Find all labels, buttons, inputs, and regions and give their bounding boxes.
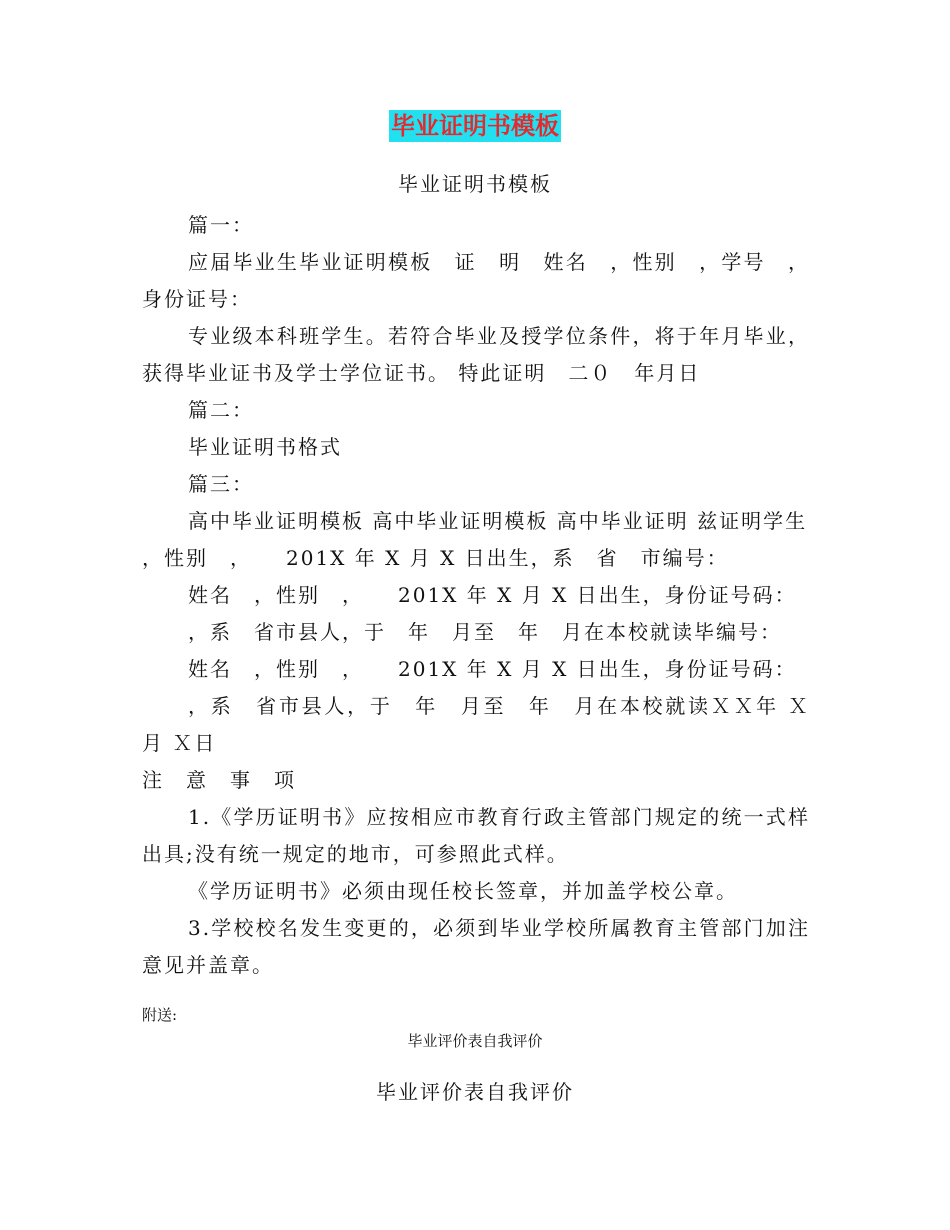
document-title-text: 毕业证明书模板 bbox=[391, 112, 559, 140]
section-label-part-two: 篇二： bbox=[188, 398, 254, 422]
paragraph-degree-statement: 专业级本科班学生。若符合毕业及授学位条件，将于年月毕业，获得毕业证书及学士学位证书。 特此证明 二０ 年月日 bbox=[142, 324, 810, 385]
document-subtitle: 毕业证明书模板 bbox=[398, 172, 552, 196]
appendix-heading-small: 毕业评价表自我评价 bbox=[407, 1032, 543, 1050]
note-item-3: 3.学校校名发生变更的，必须到毕业学校所属教育主管部门加注意见并盖章。 bbox=[142, 916, 810, 977]
appendix-heading-large: 毕业评价表自我评价 bbox=[376, 1080, 574, 1104]
paragraph-name-id-line-1: 姓名 ，性别 ， 201X 年 X 月 X 日出生，身份证号码： bbox=[188, 583, 797, 607]
section-label-part-one: 篇一： bbox=[188, 213, 254, 237]
paragraph-enrollment-line-2: ，系 省市县人，于 年 月至 年 月在本校就读ＸＸ年 Ｘ月 Ｘ日 bbox=[142, 694, 810, 755]
paragraph-certificate-format: 毕业证明书格式 bbox=[188, 435, 342, 459]
paragraph-student-birth-line: ，性别 ， 201X 年 X 月 X 日出生，系 省 市编号： bbox=[142, 546, 729, 570]
notes-heading: 注 意 事 项 bbox=[142, 768, 296, 792]
paragraph-high-school-template: 高中毕业证明模板 高中毕业证明模板 高中毕业证明 兹证明学生 bbox=[188, 509, 808, 533]
section-label-part-three: 篇三： bbox=[188, 472, 254, 496]
paragraph-certificate-template: 应届毕业生毕业证明模板 证 明 姓名 ，性别 ，学号 ，身份证号： bbox=[142, 250, 810, 311]
paragraph-enrollment-line-1: ，系 省市县人，于 年 月至 年 月在本校就读毕编号： bbox=[188, 620, 782, 644]
note-item-1: 1.《学历证明书》应按相应市教育行政主管部门规定的统一式样出具;没有统一规定的地市，可参照此式样。 bbox=[142, 805, 810, 866]
note-item-2: 《学历证明书》必须由现任校长签章，并加盖学校公章。 bbox=[188, 879, 738, 903]
appendix-label: 附送: bbox=[142, 1006, 178, 1024]
paragraph-name-id-line-2: 姓名 ，性别 ， 201X 年 X 月 X 日出生，身份证号码： bbox=[188, 657, 797, 681]
document-body bbox=[142, 207, 810, 984]
document-title bbox=[0, 110, 950, 142]
